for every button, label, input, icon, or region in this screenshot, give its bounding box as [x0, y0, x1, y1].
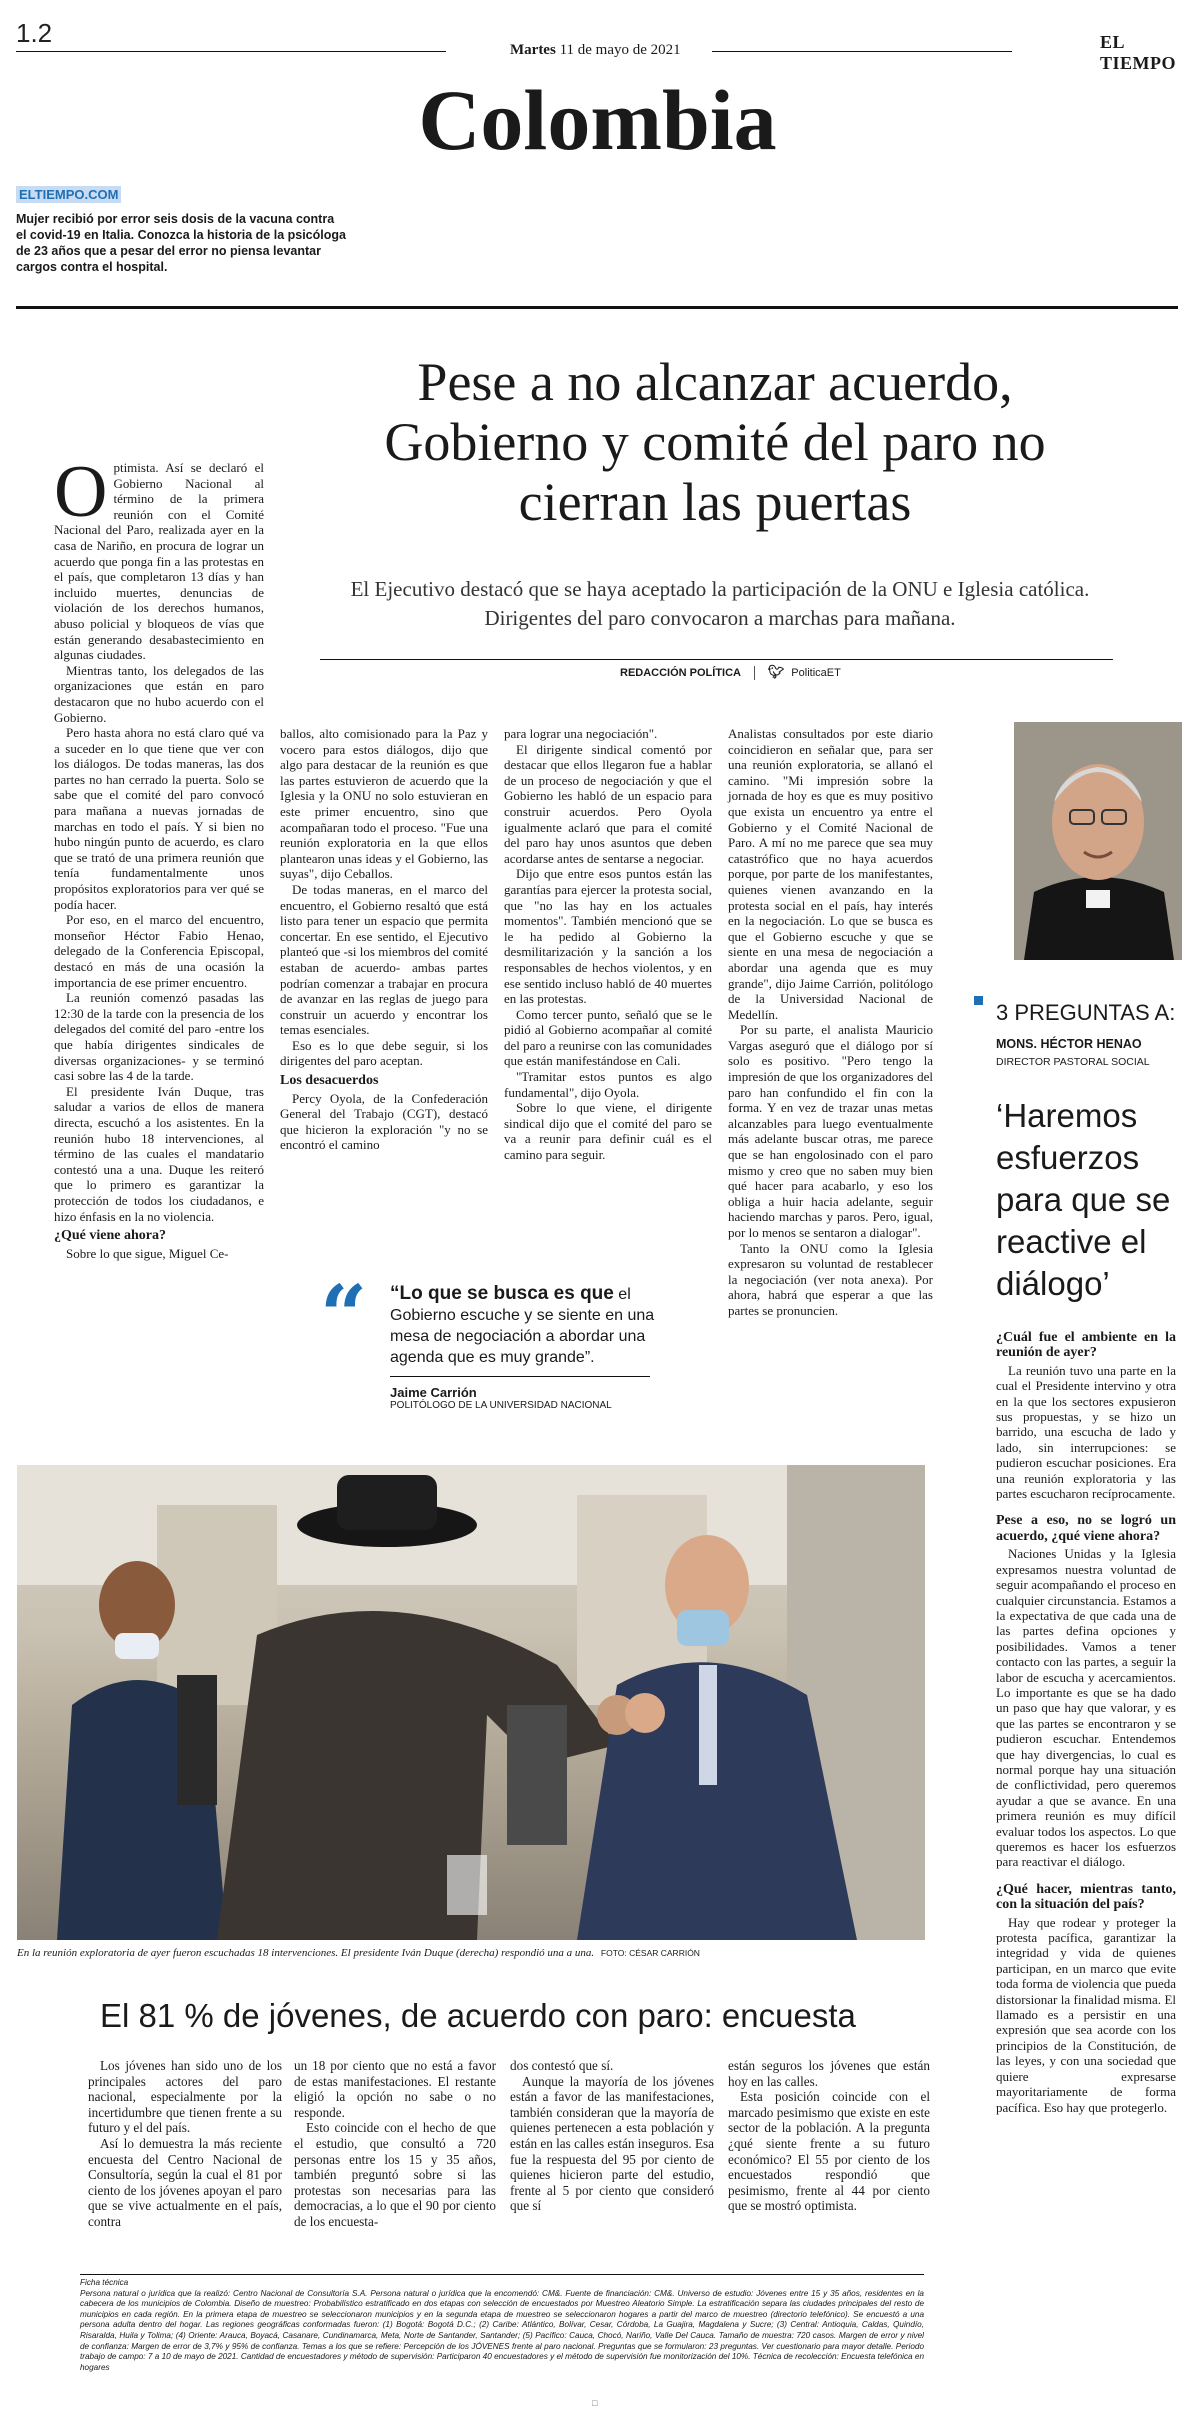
section-title: Colombia: [418, 72, 777, 168]
col4-p2: Por su parte, el analista Mauricio Vargas aseguró que el diálogo por sí solo es positivo. "Pero tengo la impresión de que los organizadores del paro han confundido el fin con la forma. Y en vez de trazar unas metas alcanzables para luego eventualmente más adelante buscar otras, me parece que se han engolosinado con el paro mismo y creo que no saben muy bien qué hacer para acabarlo, y eso los obliga a huir hacia adelante, seguir haciendo marchas y paros. Pero, igual, por lo menos se sentaron a dialogar".: [728, 1022, 933, 1240]
col1-p3: Pero hasta ahora no está claro qué va a suceder en lo que tiene que ver con los diálogos. De todas maneras, las dos partes no han cerrado la puerta. Solo se sabe que el comité del paro convocó para mañana a nuevas jornadas de marchas en todo el país. Y si bien no hubo ningún punto de acuerdo, es claro que se trató de una primera reunión que tenía fundamentalmente unos propósitos exploratorios para ver qué se podía hacer.: [54, 725, 264, 912]
qa-question-3: ¿Qué hacer, mientras tanto, con la situación del país?: [996, 1881, 1176, 1913]
ficha-rule: [80, 2274, 924, 2275]
ficha-tecnica: [80, 2278, 924, 2373]
article-col-1: [54, 451, 264, 1261]
header-date: [510, 42, 681, 59]
quote-rest: el Gobierno escuche y se siente en una mesa de negociación a abordar una agenda que es muy grande”.: [390, 1286, 655, 1366]
date-day: Martes: [510, 42, 556, 58]
col1-subhead: ¿Qué viene ahora?: [54, 1228, 166, 1244]
ficha-title: Ficha técnica: [80, 2278, 129, 2287]
survey-col4-p2: Esta posición coincide con el marcado pesimismo que existe en este sector de la población. A la pregunta ¿qué siente frente a su futuro económico? El 55 por ciento de los encuestados respondió que pesimismo, frente al 44 por ciento que se mostró optimista.: [728, 2089, 930, 2214]
caption-credit: FOTO: CÉSAR CARRIÓN: [600, 1948, 700, 1958]
byline-twitter[interactable]: PoliticaET: [791, 667, 841, 679]
survey-col-2: [294, 2058, 496, 2230]
col1-p2: Mientras tanto, los delegados de las organizaciones que están en paro destacaron que no hubo acuerdo con el Gobierno.: [54, 662, 264, 725]
col3-p4: Como tercer punto, señaló que se le pidió al Gobierno acompañar al comité del paro a reunirse con las comunidades que están manifestándose en Cali.: [504, 1006, 712, 1069]
page-corner-mark: □: [592, 2398, 598, 2408]
byline: [620, 664, 841, 680]
col1-end: Sobre lo que sigue, Miguel Ce-: [66, 1245, 229, 1261]
quote-mark-icon: “: [320, 1268, 368, 1364]
col2-subhead: Los desacuerdos: [280, 1073, 379, 1089]
col2-p1: ballos, alto comisionado para la Paz y vocero para estos diálogos, dijo que algo para destacar de la reunión es que las partes estuvieron de acuerdo que la Iglesia y la ONU no solo estuvieran en este primer encuentro, sino que acompañaran todo el proceso. "Fue una reunión exploratoria en la que ellos plantearon unas ideas y el Gobierno, las suyas", dijo Ceballos.: [280, 726, 488, 882]
survey-col1-p2: Así lo demuestra la más reciente encuesta del Centro Nacional de Consultoría, según la cual el 81 por ciento de los jóvenes apoyan el paro que se vive actualmente en el país, contra: [88, 2135, 282, 2229]
col2-p3: Eso es lo que debe seguir, si los dirigentes del paro aceptan.: [280, 1037, 488, 1069]
survey-col2-p1: un 18 por ciento que no está a favor de estas manifestaciones. El restante eligió la opción no sabe o no responde.: [294, 2058, 496, 2120]
article-col-2: [280, 726, 488, 1153]
henao-portrait: [1014, 722, 1182, 960]
article-col-4: [728, 726, 933, 1319]
col3-p5: "Tramitar estos puntos es algo fundamental", dijo Oyola.: [504, 1069, 712, 1100]
qa-answer-1: La reunión tuvo una parte en la cual el Presidente intervino y otra en la que los sectores expusieron sus propuestas, y se hizo un barrido, una escucha de lado y lado, sin interrupciones: se pudieron escuchar posiciones. Era una reunión exploratoria y las partes escucharon recíprocamente.: [996, 1362, 1176, 1502]
survey-col-1: [88, 2058, 282, 2230]
quote-author: Jaime Carrión: [390, 1385, 477, 1400]
col2-p4: Percy Oyola, de la Confederación General del Trabajo (CGT), destacó que hicieron la exploración "y no se encontró el camino: [280, 1090, 488, 1153]
caption-text: En la reunión exploratoria de ayer fueron escuchadas 18 intervenciones. El presidente Iván Duque (derecha) respondió una a una.: [17, 1947, 595, 1959]
quote-rule: [390, 1376, 650, 1377]
survey-col1-p1: Los jóvenes han sido uno de los principales actores del paro nacional, especialmente por la incertidumbre que tienen frente a su futuro y el del país.: [88, 2058, 282, 2136]
quote-lead: “Lo que se busca es que: [390, 1283, 614, 1304]
col2-p2: De todas maneras, en el marco del encuentro, el Gobierno resaltó que está listo para tener un espacio que permita concertar. En ese sentido, el Ejecutivo planteó que -si los miembros del comité estaban de acuerdo- ambas partes podrían comenzar a trabajar en procura de avanzar en las reglas de juego para construir un acuerdo y encontrar los temas esenciales.: [280, 881, 488, 1038]
page-number: 1.2: [16, 18, 53, 48]
article-col-3: [504, 726, 712, 1163]
promo-text[interactable]: Mujer recibió por error seis dosis de la vacuna contra el covid-19 en Italia. Conozca la historia de la psicóloga de 23 años que a pesar del error no piensa levantar cargos contra el hospital.: [16, 212, 346, 274]
qa-question-2: Pese a eso, no se logró un acuerdo, ¿qué viene ahora?: [996, 1513, 1176, 1544]
survey-headline: El 81 % de jóvenes, de acuerdo con paro: encuesta: [100, 1997, 856, 2034]
sidebar-name: MONS. HÉCTOR HENAO: [996, 1037, 1142, 1051]
portrait-illustration: [1014, 722, 1182, 960]
survey-col2-p2: Esto coincide con el hecho de que el estudio, que consultó a 720 personas entre los 15 y 35 años, también preguntó sobre si las protestas son necesarias para las democracias, a lo que el 90 por ciento de los encuesta-: [294, 2120, 496, 2229]
survey-col-3: [510, 2058, 714, 2214]
dropcap: O: [54, 451, 108, 533]
col3-p6: Sobre lo que viene, el dirigente sindical dijo que el comité del paro se va a reunir para definir cuál es el camino para seguir.: [504, 1100, 712, 1163]
header-rule-left: [16, 51, 446, 52]
col1-p4: Por eso, en el marco del encuentro, monseñor Héctor Fabio Henao, delegado de la Conferencia Episcopal, destacó en más de una ocasión la importancia de ese primer encuentro.: [54, 912, 264, 990]
photo-illustration: [17, 1465, 925, 1940]
article-deck: El Ejecutivo destacó que se haya aceptado la participación de la ONU e Iglesia católica. Dirigentes del paro convocaron a marchas para mañana.: [350, 577, 1090, 630]
meeting-photo: [17, 1465, 925, 1940]
col1-p1: ptimista. Así se declaró el Gobierno Nacional al término de la primera reunión con el Comité Nacional del Paro, realizada ayer en la casa de Nariño, en procura de lograr un acuerdo que ponga fin a las protestas en el país, que completaron 13 días y han incluido muertes, denuncias de violación de los derechos humanos, abuso policial y bloqueos de vías que están generando desabastecimiento en algunas ciudades.: [54, 460, 264, 663]
col1-p5: La reunión comenzó pasadas las 12:30 de la tarde con la presencia de los delegados del comité del paro -entre los que había dirigentes sindicales de diversas organizaciones- y se terminó casi sobre las 4 de la tarde.: [54, 990, 264, 1084]
ficha-body: Persona natural o jurídica que la realizó: Centro Nacional de Consultoría S.A. Persona natural o jurídica que la encomendó: CM&. Fuente de financiación: CM&. Universo de estudio: Jóvenes entre 15 y 35 años, residentes en la cabecera de los municipios de Colombia. Diseño de muestreo: Probabilístico estratificado en dos etapas con selección de encuestados por Muestreo Aleatorio Simple. La estratificación separa las ciudades principales del resto de municipios en cada región. En la primera etapa de muestreo se seleccionaron municipios y en la segunda etapa de muestreo se seleccionaron hogares a partir del marco de muestreo (directorio telefónico). Se encuestó a una persona adulta dentro del hogar. Las regiones geográficas conformadas fueron: (1) Bogotá: Bogotá D.C.; (2) Caribe: Atlántico, Bolívar, Cesar, Córdoba, La Guajira, Magdalena y Sucre; (3) Central: Antioquia, Caldas, Quindío, Risaralda, Huila y Tolima; (4) Oriente: Arauca, Boyacá, Casanare, Cundinamarca, Meta, Norte de Santander, Santander; (5) Pacífico: Cauca, Chocó, Nariño, Valle Del Cauca. Tamaño de muestra: 720 casos. Margen de error y nivel de confianza: Margen de error de 3,7% y 95% de confianza. Temas a los que se refiere: Percepción de los JÓVENES frente al paro nacional. Preguntas que se formularon: 23 preguntas. Ver cuestionario para mayor detalle. Periodo trabajo de campo: 7 a 10 de mayo de 2021. Cantidad de encuestadores y método de supervisión: Participaron 40 encuestadores y el método de supervisión fue monitorización del 10%. Técnica de recolección: Encuesta telefónica en hogares: [80, 2288, 924, 2372]
survey-col4-p1: están seguros los jóvenes que están hoy en las calles.: [728, 2058, 930, 2089]
sidebar-kicker: 3 PREGUNTAS A:: [996, 1000, 1176, 1025]
qa-answer-3: Hay que rodear y proteger la protesta pacífica, garantizar la integridad y vida de quienes participan, en un marco que evite toda forma de violencia que pueda distorsionar la finalidad misma. El llamado es a persistir en una expresión que sea acorde con los principios de la Constitución, de las leyes, y con una sociedad que quiere expresarse mayoritariamente de forma pacífica. Eso hay que protegerlo.: [996, 1914, 1176, 2115]
survey-col-4: [728, 2058, 930, 2214]
sidebar-role: DIRECTOR PASTORAL SOCIAL: [996, 1056, 1150, 1068]
sidebar-accent-square: [974, 996, 983, 1005]
header-rule-right: [712, 51, 1012, 52]
col1-p6: El presidente Iván Duque, tras saludar a varios de ellos de manera directa, escuchó a los asistentes. En la reunión hubo 18 intervenciones, al término de las cuales el mandatario contestó una a una. Duque les reiteró que lo primero es garantizar la protección de todos los ciudadanos, e hizo énfasis en la no violencia.: [54, 1083, 264, 1224]
col4-p3: Tanto la ONU como la Iglesia expresaron su voluntad de restablecer la negociación (ver nota anexa). Por ahora, habrá que esperar a que las partes se pronuncien.: [728, 1240, 933, 1318]
qa-question-1: ¿Cuál fue el ambiente en la reunión de ayer?: [996, 1330, 1176, 1361]
col3-p2: El dirigente sindical comentó por destacar que ellos llegaron fue a hablar de un proceso de negociación y que el Gobierno les habló de un espacio para construir acuerdos. Pero Oyola igualmente aclaró que para el comité del paro hay unos asuntos que deben acordarse antes de sentarse a negociar.: [504, 741, 712, 866]
masthead: EL TIEMPO: [1100, 32, 1177, 73]
photo-caption: [17, 1947, 925, 1959]
col3-p1: para lograr una negociación".: [504, 726, 658, 741]
quote-role: POLITÓLOGO DE LA UNIVERSIDAD NACIONAL: [390, 1400, 612, 1411]
sidebar-qa: [996, 1330, 1176, 2115]
top-thick-rule: [16, 306, 1178, 309]
sidebar-headline: ‘Haremos esfuerzos para que se reactive el diálogo’: [996, 1097, 1171, 1302]
survey-col3-p1: dos contestó que sí.: [510, 2058, 614, 2073]
date-rest: 11 de mayo de 2021: [559, 42, 681, 58]
promo-site-link[interactable]: ELTIEMPO.COM: [16, 186, 121, 203]
pull-quote: [320, 1268, 660, 1411]
byline-rule-top: [320, 659, 1113, 660]
col4-p1: Analistas consultados por este diario coincidieron en señalar que, para ser una reunión exploratoria, se allanó el camino. "Mi impresión sobre la jornada de hoy es que es muy positivo que exista un encuentro ya entre el Gobierno y el Comité Nacional de Paro. A mí no me parece que sea muy catastrófico que no haya acuerdos porque, por parte de los manifestantes, quienes vienen avanzando en la protesta social en el país, hay interés en la negociación. Lo que se busca es que el Gobierno escuche y que se siente en una mesa de negociación a abordar una agenda que es muy grande", dijo Jaime Carrión, politólogo de la Universidad Nacional de Medellín.: [728, 726, 933, 1022]
col3-p3: Dijo que entre esos puntos están las garantías para ejercer la protesta social, que "no las hay en los actuales momentos". También mencionó que se le ha pedido al Gobierno la desmilitarización y la sanción a los responsables de hechos violentos, y en ese sentido incluso habló de 40 muertes en las protestas.: [504, 866, 712, 1007]
survey-col3-p2: Aunque la mayoría de los jóvenes están a favor de las manifestaciones, también consideran que la mayoría de quienes pertenecen a esta población y están en las calles están inseguros. Esa fue la respuesta del 95 por ciento de quienes hicieron parte del estudio, frente al 5 por ciento que consideró que sí: [510, 2073, 714, 2214]
qa-answer-2: Naciones Unidas y la Iglesia expresamos nuestra voluntad de seguir acompañando el proceso en cualquier circunstancia. Estamos a la expectativa de que cada una de las partes defina opciones y posibilidades. Vamos a tener contacto con las partes, a seguir la labor de escucha y acercamientos. Lo importante es que se ha dado un paso que hay que valorar, y es que las partes se encontraron y se pudieron escuchar. Entendemos que hay divergencias, lo cual es normal porque hay una situación de conflictividad, pero queremos ayudar a que se avance. En una primera reunión es muy difícil evaluar todos los aspectos. Lo que queremos es hacer los esfuerzos para reactivar el diálogo.: [996, 1546, 1176, 1870]
twitter-icon: 🐦︎: [767, 664, 785, 679]
article-headline: Pese a no alcanzar acuerdo, Gobierno y comité del paro no cierran las puertas: [384, 352, 1046, 532]
byline-author: REDACCIÓN POLÍTICA: [620, 667, 741, 679]
